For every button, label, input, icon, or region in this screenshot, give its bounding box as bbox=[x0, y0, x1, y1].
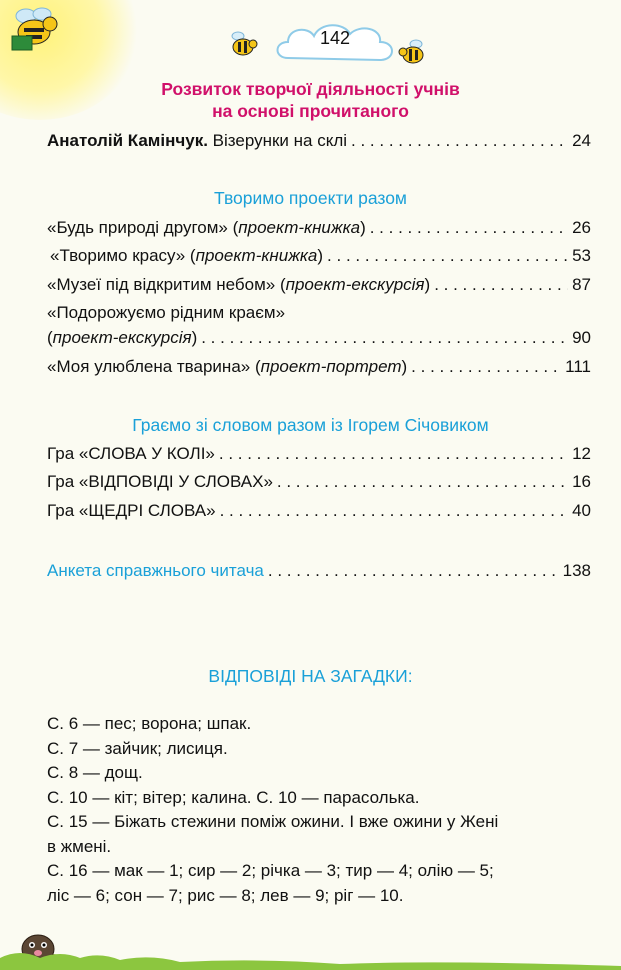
toc-entry bbox=[47, 444, 591, 464]
bee-icon bbox=[398, 38, 428, 66]
leader-dots bbox=[370, 218, 568, 238]
answer-line: ліс — 6; сон — 7; рис — 8; лев — 9; ріг — 10. bbox=[47, 885, 404, 905]
leader-dots bbox=[434, 275, 568, 295]
entry-paren: ( bbox=[47, 328, 53, 347]
entry-page: 16 bbox=[572, 472, 591, 491]
entry-page: 111 bbox=[565, 357, 591, 376]
entry-page: 12 bbox=[572, 444, 591, 463]
leader-dots bbox=[351, 131, 568, 151]
answer-line: С. 15 — Біжать стежини поміж ожини. І вже ожини у Жені bbox=[47, 812, 499, 831]
toc-entry bbox=[47, 275, 591, 295]
entry-title: «Музеї під відкритим небом» ( bbox=[47, 275, 286, 294]
entry-page: 138 bbox=[562, 561, 591, 580]
leader-dots bbox=[219, 444, 568, 464]
entry-page: 90 bbox=[572, 328, 591, 347]
entry-title: «Будь природі другом» ( bbox=[47, 218, 239, 237]
leader-dots bbox=[411, 357, 561, 377]
entry-type: проект-екскурсія bbox=[285, 275, 425, 294]
entry-paren: ) bbox=[191, 328, 198, 347]
answer-line: С. 16 — мак — 1; сир — 2; річка — 3; тир — 4; олію — 5; bbox=[47, 861, 494, 880]
toc-entry bbox=[47, 357, 591, 377]
answer-line: С. 6 — пес; ворона; шпак. bbox=[47, 714, 252, 733]
answer-line: С. 8 — дощ. bbox=[47, 763, 143, 782]
entry-paren: ) bbox=[401, 357, 408, 376]
toc-entry bbox=[47, 561, 591, 581]
section-heading: Творимо проекти разом bbox=[214, 188, 407, 208]
entry-author: Анатолій Камінчук. bbox=[47, 131, 208, 150]
entry-paren: ) bbox=[360, 218, 366, 237]
entry-page: 87 bbox=[572, 275, 591, 294]
entry-title: «Творимо красу» ( bbox=[50, 246, 196, 265]
leader-dots bbox=[220, 501, 569, 521]
entry-title: Гра «ЩЕДРІ СЛОВА» bbox=[47, 501, 216, 520]
bee-icon bbox=[228, 30, 258, 58]
toc-entry bbox=[47, 472, 591, 492]
answers-list bbox=[47, 712, 592, 908]
section-heading: Граємо зі словом разом із Ігорем Січовиком bbox=[132, 415, 489, 435]
entry-type: проект-книжка bbox=[195, 246, 318, 265]
entry-title: «Моя улюблена тварина» ( bbox=[47, 357, 261, 376]
entry-page: 24 bbox=[572, 131, 591, 150]
answers-heading: ВІДПОВІДІ НА ЗАГАДКИ: bbox=[208, 666, 413, 686]
entry-title: Гра «СЛОВА У КОЛІ» bbox=[47, 444, 215, 463]
leader-dots bbox=[277, 472, 568, 492]
entry-page: 26 bbox=[572, 218, 591, 237]
entry-type: проект-книжка bbox=[238, 218, 361, 237]
toc-entry bbox=[47, 131, 591, 151]
page-number: 142 bbox=[319, 28, 351, 48]
toc-entry bbox=[50, 246, 591, 266]
answer-line: С. 10 — кіт; вітер; калина. С. 10 — парасолька. bbox=[47, 787, 420, 807]
entry-title: Анкета справжнього читача bbox=[47, 561, 264, 580]
entry-type: проект-екскурсія bbox=[52, 328, 192, 347]
entry-page: 53 bbox=[572, 246, 591, 265]
toc-entry-title: «Подорожуємо рідним краєм» bbox=[47, 303, 286, 322]
toc-entry bbox=[47, 501, 591, 521]
entry-paren: ) bbox=[424, 275, 431, 294]
grass-border bbox=[0, 948, 621, 970]
answer-line: в жмені. bbox=[47, 836, 112, 856]
section-title-line: Розвиток творчої діяльності учнів bbox=[161, 79, 460, 99]
leader-dots bbox=[327, 246, 568, 266]
leader-dots bbox=[201, 328, 568, 348]
leader-dots bbox=[268, 561, 559, 581]
bee-with-book-illustration bbox=[6, 2, 66, 57]
entry-title: Гра «ВІДПОВІДІ У СЛОВАХ» bbox=[47, 472, 273, 491]
section-title-line: на основі прочитаного bbox=[212, 101, 409, 121]
entry-title: Візерунки на склі bbox=[207, 131, 348, 150]
entry-page: 40 bbox=[572, 501, 591, 520]
toc-entry bbox=[47, 328, 591, 348]
answer-line: С. 7 — зайчик; лисиця. bbox=[47, 738, 228, 758]
entry-paren: ) bbox=[317, 246, 324, 265]
entry-type: проект-портрет bbox=[260, 357, 402, 376]
toc-entry bbox=[47, 218, 591, 238]
